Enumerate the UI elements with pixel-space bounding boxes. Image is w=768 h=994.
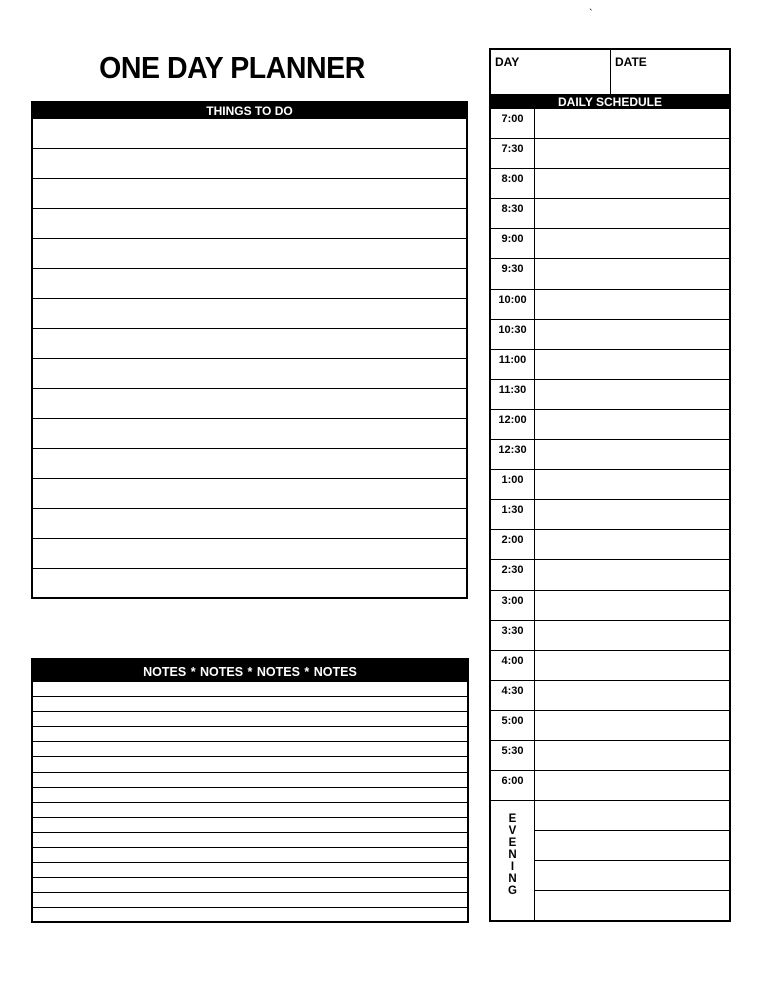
page-title: ONE DAY PLANNER bbox=[99, 50, 365, 85]
time-slot-row bbox=[491, 169, 729, 199]
evening-letter: V bbox=[508, 825, 517, 838]
time-slot-entry[interactable] bbox=[535, 169, 729, 198]
time-slot-entry[interactable] bbox=[535, 500, 729, 529]
time-slot-row bbox=[491, 711, 729, 741]
todo-line[interactable] bbox=[33, 389, 466, 419]
notes-line[interactable] bbox=[33, 773, 467, 788]
notes-line[interactable] bbox=[33, 697, 467, 712]
evening-line[interactable] bbox=[535, 861, 729, 891]
time-label: 1:30 bbox=[491, 500, 535, 529]
time-slot-entry[interactable] bbox=[535, 350, 729, 379]
time-slot-row bbox=[491, 199, 729, 229]
daily-schedule-header: DAILY SCHEDULE bbox=[491, 95, 729, 109]
time-label: 2:00 bbox=[491, 530, 535, 559]
time-slot-row bbox=[491, 741, 729, 771]
time-label: 1:00 bbox=[491, 470, 535, 499]
todo-line[interactable] bbox=[33, 299, 466, 329]
time-slot-row bbox=[491, 410, 729, 440]
time-slot-entry[interactable] bbox=[535, 560, 729, 589]
todo-line[interactable] bbox=[33, 149, 466, 179]
notes-line[interactable] bbox=[33, 803, 467, 818]
time-label: 4:00 bbox=[491, 651, 535, 680]
date-field[interactable]: DATE bbox=[615, 55, 647, 69]
evening-letter: E bbox=[508, 813, 517, 826]
time-label: 8:00 bbox=[491, 169, 535, 198]
todo-line[interactable] bbox=[33, 179, 466, 209]
todo-line[interactable] bbox=[33, 509, 466, 539]
notes-line[interactable] bbox=[33, 742, 467, 757]
time-slot-entry[interactable] bbox=[535, 681, 729, 710]
time-label: 9:30 bbox=[491, 259, 535, 288]
notes-line[interactable] bbox=[33, 908, 467, 923]
todo-line[interactable] bbox=[33, 119, 466, 149]
time-label: 3:30 bbox=[491, 621, 535, 650]
time-slot-row bbox=[491, 290, 729, 320]
time-slot-row bbox=[491, 109, 729, 139]
time-label: 5:00 bbox=[491, 711, 535, 740]
time-slot-list bbox=[491, 109, 729, 801]
evening-letter: I bbox=[510, 861, 515, 874]
todo-line[interactable] bbox=[33, 239, 466, 269]
notes-section bbox=[31, 658, 469, 923]
time-slot-entry[interactable] bbox=[535, 440, 729, 469]
time-slot-row bbox=[491, 530, 729, 560]
time-label: 7:00 bbox=[491, 109, 535, 138]
notes-line[interactable] bbox=[33, 712, 467, 727]
time-slot-row bbox=[491, 139, 729, 169]
notes-header: NOTES * NOTES * NOTES * NOTES bbox=[33, 660, 467, 682]
time-slot-entry[interactable] bbox=[535, 410, 729, 439]
evening-letter: E bbox=[508, 837, 517, 850]
time-slot-entry[interactable] bbox=[535, 591, 729, 620]
time-label: 12:00 bbox=[491, 410, 535, 439]
notes-line[interactable] bbox=[33, 727, 467, 742]
notes-line[interactable] bbox=[33, 848, 467, 863]
time-slot-entry[interactable] bbox=[535, 741, 729, 770]
time-label: 11:30 bbox=[491, 380, 535, 409]
todo-line[interactable] bbox=[33, 419, 466, 449]
time-slot-row bbox=[491, 500, 729, 530]
time-slot-entry[interactable] bbox=[535, 771, 729, 800]
todo-line[interactable] bbox=[33, 449, 466, 479]
time-slot-entry[interactable] bbox=[535, 621, 729, 650]
todo-line[interactable] bbox=[33, 539, 466, 569]
time-label: 4:30 bbox=[491, 681, 535, 710]
todo-line[interactable] bbox=[33, 569, 466, 599]
notes-line[interactable] bbox=[33, 682, 467, 697]
stray-mark: ` bbox=[589, 8, 593, 20]
time-label: 2:30 bbox=[491, 560, 535, 589]
time-slot-entry[interactable] bbox=[535, 711, 729, 740]
notes-line[interactable] bbox=[33, 878, 467, 893]
time-slot-row bbox=[491, 380, 729, 410]
time-slot-row bbox=[491, 470, 729, 500]
time-slot-row bbox=[491, 350, 729, 380]
time-slot-row bbox=[491, 681, 729, 711]
time-slot-row bbox=[491, 259, 729, 289]
evening-letter: G bbox=[508, 885, 517, 898]
notes-line[interactable] bbox=[33, 893, 467, 908]
daily-schedule-section bbox=[489, 48, 731, 922]
day-field[interactable]: DAY bbox=[491, 50, 611, 94]
time-slot-entry[interactable] bbox=[535, 139, 729, 168]
time-label: 3:00 bbox=[491, 591, 535, 620]
time-slot-entry[interactable] bbox=[535, 651, 729, 680]
time-label: 10:00 bbox=[491, 290, 535, 319]
time-label: 5:30 bbox=[491, 741, 535, 770]
things-to-do-section bbox=[31, 101, 468, 599]
evening-line[interactable] bbox=[535, 801, 729, 831]
time-slot-entry[interactable] bbox=[535, 199, 729, 228]
evening-line[interactable] bbox=[535, 831, 729, 861]
time-label: 7:30 bbox=[491, 139, 535, 168]
evening-line[interactable] bbox=[535, 891, 729, 920]
time-slot-entry[interactable] bbox=[535, 109, 729, 138]
things-to-do-header: THINGS TO DO bbox=[33, 103, 466, 119]
evening-letter: N bbox=[508, 873, 517, 886]
notes-line[interactable] bbox=[33, 788, 467, 803]
todo-line[interactable] bbox=[33, 359, 466, 389]
time-label: 11:00 bbox=[491, 350, 535, 379]
evening-letter: N bbox=[508, 849, 517, 862]
time-slot-entry[interactable] bbox=[535, 229, 729, 258]
time-label: 8:30 bbox=[491, 199, 535, 228]
time-slot-row bbox=[491, 621, 729, 651]
time-slot-entry[interactable] bbox=[535, 530, 729, 559]
time-slot-entry[interactable] bbox=[535, 290, 729, 319]
things-to-do-rows bbox=[33, 119, 466, 599]
todo-line[interactable] bbox=[33, 329, 466, 359]
day-date-row bbox=[491, 50, 729, 95]
time-slot-row bbox=[491, 771, 729, 801]
todo-line[interactable] bbox=[33, 209, 466, 239]
evening-lines bbox=[535, 801, 729, 920]
time-slot-entry[interactable] bbox=[535, 259, 729, 288]
time-slot-entry[interactable] bbox=[535, 320, 729, 349]
time-slot-entry[interactable] bbox=[535, 470, 729, 499]
notes-line[interactable] bbox=[33, 833, 467, 848]
time-label: 9:00 bbox=[491, 229, 535, 258]
evening-label bbox=[491, 801, 535, 920]
notes-line[interactable] bbox=[33, 818, 467, 833]
evening-block bbox=[491, 801, 729, 920]
time-label: 6:00 bbox=[491, 771, 535, 800]
time-slot-row bbox=[491, 229, 729, 259]
time-slot-row bbox=[491, 591, 729, 621]
time-slot-row bbox=[491, 440, 729, 470]
todo-line[interactable] bbox=[33, 269, 466, 299]
time-slot-entry[interactable] bbox=[535, 380, 729, 409]
notes-line[interactable] bbox=[33, 863, 467, 878]
notes-rows bbox=[33, 682, 467, 924]
notes-line[interactable] bbox=[33, 757, 467, 772]
time-label: 10:30 bbox=[491, 320, 535, 349]
time-slot-row bbox=[491, 560, 729, 590]
time-slot-row bbox=[491, 320, 729, 350]
time-label: 12:30 bbox=[491, 440, 535, 469]
todo-line[interactable] bbox=[33, 479, 466, 509]
time-slot-row bbox=[491, 651, 729, 681]
